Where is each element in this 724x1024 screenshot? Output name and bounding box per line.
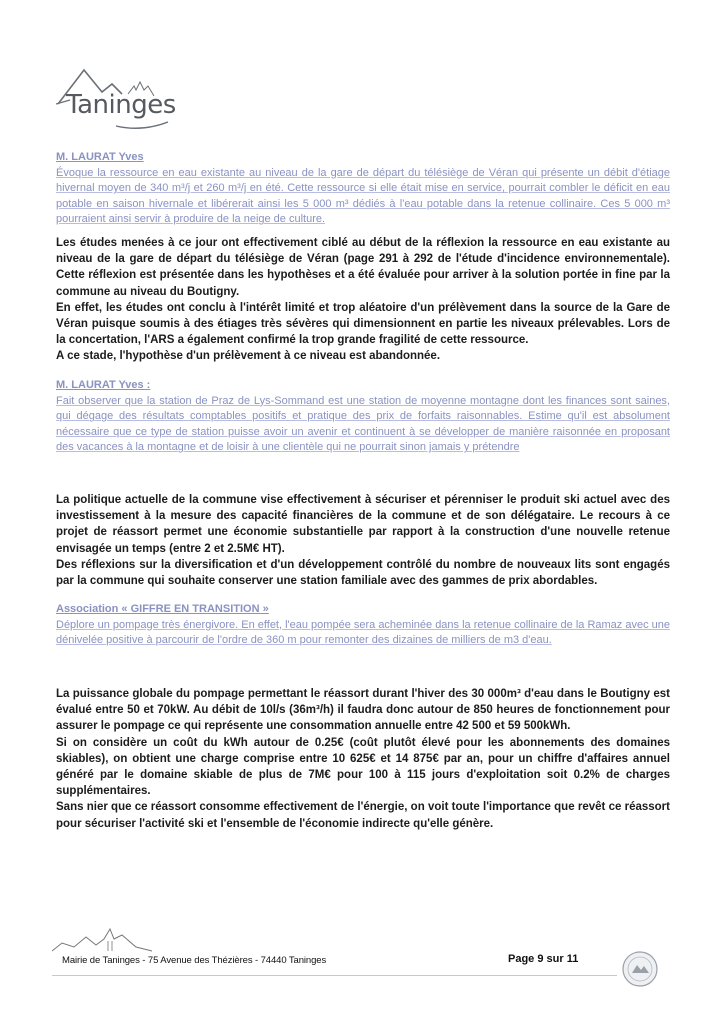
observation-3: [56, 602, 670, 649]
observation-text: Évoque la ressource en eau existante au niveau de la gare de départ du télésiège de Véran qui présente un débit d'étiage hivernal moyen de 340 m³/j et 260 m³/j en été. Cette ressource si elle était mise en service, pourrait combler le déficit en eau potable en saison hivernale et libérerait ainsi les 5 000 m³ dédiés à l'eau potable dans la retenue collinaire. Ces 5 000 m³ pourraient ainsi servir à produire de la neige de culture.: [56, 166, 670, 226]
page-footer: [52, 925, 672, 985]
logo-text: Taninges: [66, 90, 176, 120]
response-paragraph: Sans nier que ce réassort consomme effectivement de l'énergie, on voit toute l'importance que revêt ce réassort pour sécuriser l'activité ski et l'ensemble de l'économie indirecte qu'elle génère.: [56, 801, 670, 830]
footer-address: Mairie de Taninges - 75 Avenue des Thézières - 74440 Taninges: [62, 955, 327, 966]
observation-2: [56, 378, 670, 456]
taninges-logo: [50, 60, 200, 138]
response-paragraph: En effet, les études ont conclu à l'intérêt limité et trop aléatoire d'un prélèvement dans la source de la Gare de Véran puisque soumis à des étiages très sévères qui dimensionnent en partie les niveaux prélevables. Lors de la concertation, l'ARS a également confirmé la trop grande fragilité de cette ressource.: [56, 301, 670, 347]
observation-text: Déplore un pompage très énergivore. En effet, l'eau pompée sera acheminée dans la retenue collinaire de la Ramaz avec une dénivelée positive à parcourir de l'ordre de 360 m pour remonter des dizaines de milliers de m3 d'eau.: [56, 618, 670, 647]
response-2: [56, 492, 670, 589]
response-paragraph: Des réflexions sur la diversification et d'un développement contrôlé du nombre de nouveaux lits sont engagés par la commune qui souhaite conserver une station familiale avec des gammes de prix abordables.: [56, 558, 670, 588]
speaker-name: M. LAURAT Yves: [56, 151, 144, 163]
observation-text: Fait observer que la station de Praz de Lys-Sommand est une station de moyenne montagne dont les finances sont saines, qui dégage des résultats comptables positifs et pratique des prix de forfaits raisonnables. Estime qu'il est absolument nécessaire que ce type de station puisse avoir un avenir et continuent à se développer de manière raisonnée en proposant des vacances à la montagne et de loisir à une clientèle qui ne pourrait sinon jamais y prétendre: [56, 394, 670, 454]
response-paragraph: Si on considère un coût du kWh autour de 0.25€ (coût plutôt élevé pour les abonnements des domaines skiables), on obtient une charge comprise entre 10 625€ et 14 875€ par an, pour un chiffre d'affaires annuel généré par le domaine skiable de plus de 7M€ pour 100 à 115 jours d'exploitation soit 0.2% de charges supplémentaires.: [56, 736, 670, 798]
seal-icon: [620, 949, 660, 989]
response-3: [56, 686, 670, 832]
response-paragraph: A ce stade, l'hypothèse d'un prélèvement à ce niveau est abandonnée.: [56, 350, 441, 363]
response-paragraph: La politique actuelle de la commune vise effectivement à sécuriser et pérenniser le produit ski actuel avec des investissement à la mesure des capacité financières de la commune et de son délégataire. Le recours à ce projet de réassort permet une économie substantielle par rapport à la construction d'une nouvelle retenue envisagée un temps (entre 2 et 2.5M€ HT).: [56, 494, 670, 555]
speaker-name: M. LAURAT Yves :: [56, 379, 151, 391]
page-number: Page 9 sur 11: [508, 953, 579, 965]
village-sketch-icon: [52, 925, 162, 955]
response-paragraph: La puissance globale du pompage permettant le réassort durant l'hiver des 30 000m³ d'eau dans le Boutigny est évalué entre 50 et 70kW. Au débit de 10l/s (36m³/h) il faudra donc autour de 850 heures de fonctionnement pour assurer le pompage ce qui représente une consommation annuelle entre 42 500 et 59 500kWh.: [56, 688, 670, 733]
footer-divider: [52, 975, 617, 976]
response-paragraph: Les études menées à ce jour ont effectivement ciblé au début de la réflexion la ressource en eau existante au niveau de la gare de départ du télésiège de Véran (page 291 à 292 de l'étude d'incidence environnementale). Cette réflexion est présentée dans les hypothèses et a été évaluée pour arriver à la solution portée in fine par la commune au niveau du Boutigny.: [56, 237, 670, 298]
response-1: [56, 235, 670, 365]
observation-1: [56, 150, 670, 228]
speaker-name: Association « GIFFRE EN TRANSITION »: [56, 603, 269, 615]
